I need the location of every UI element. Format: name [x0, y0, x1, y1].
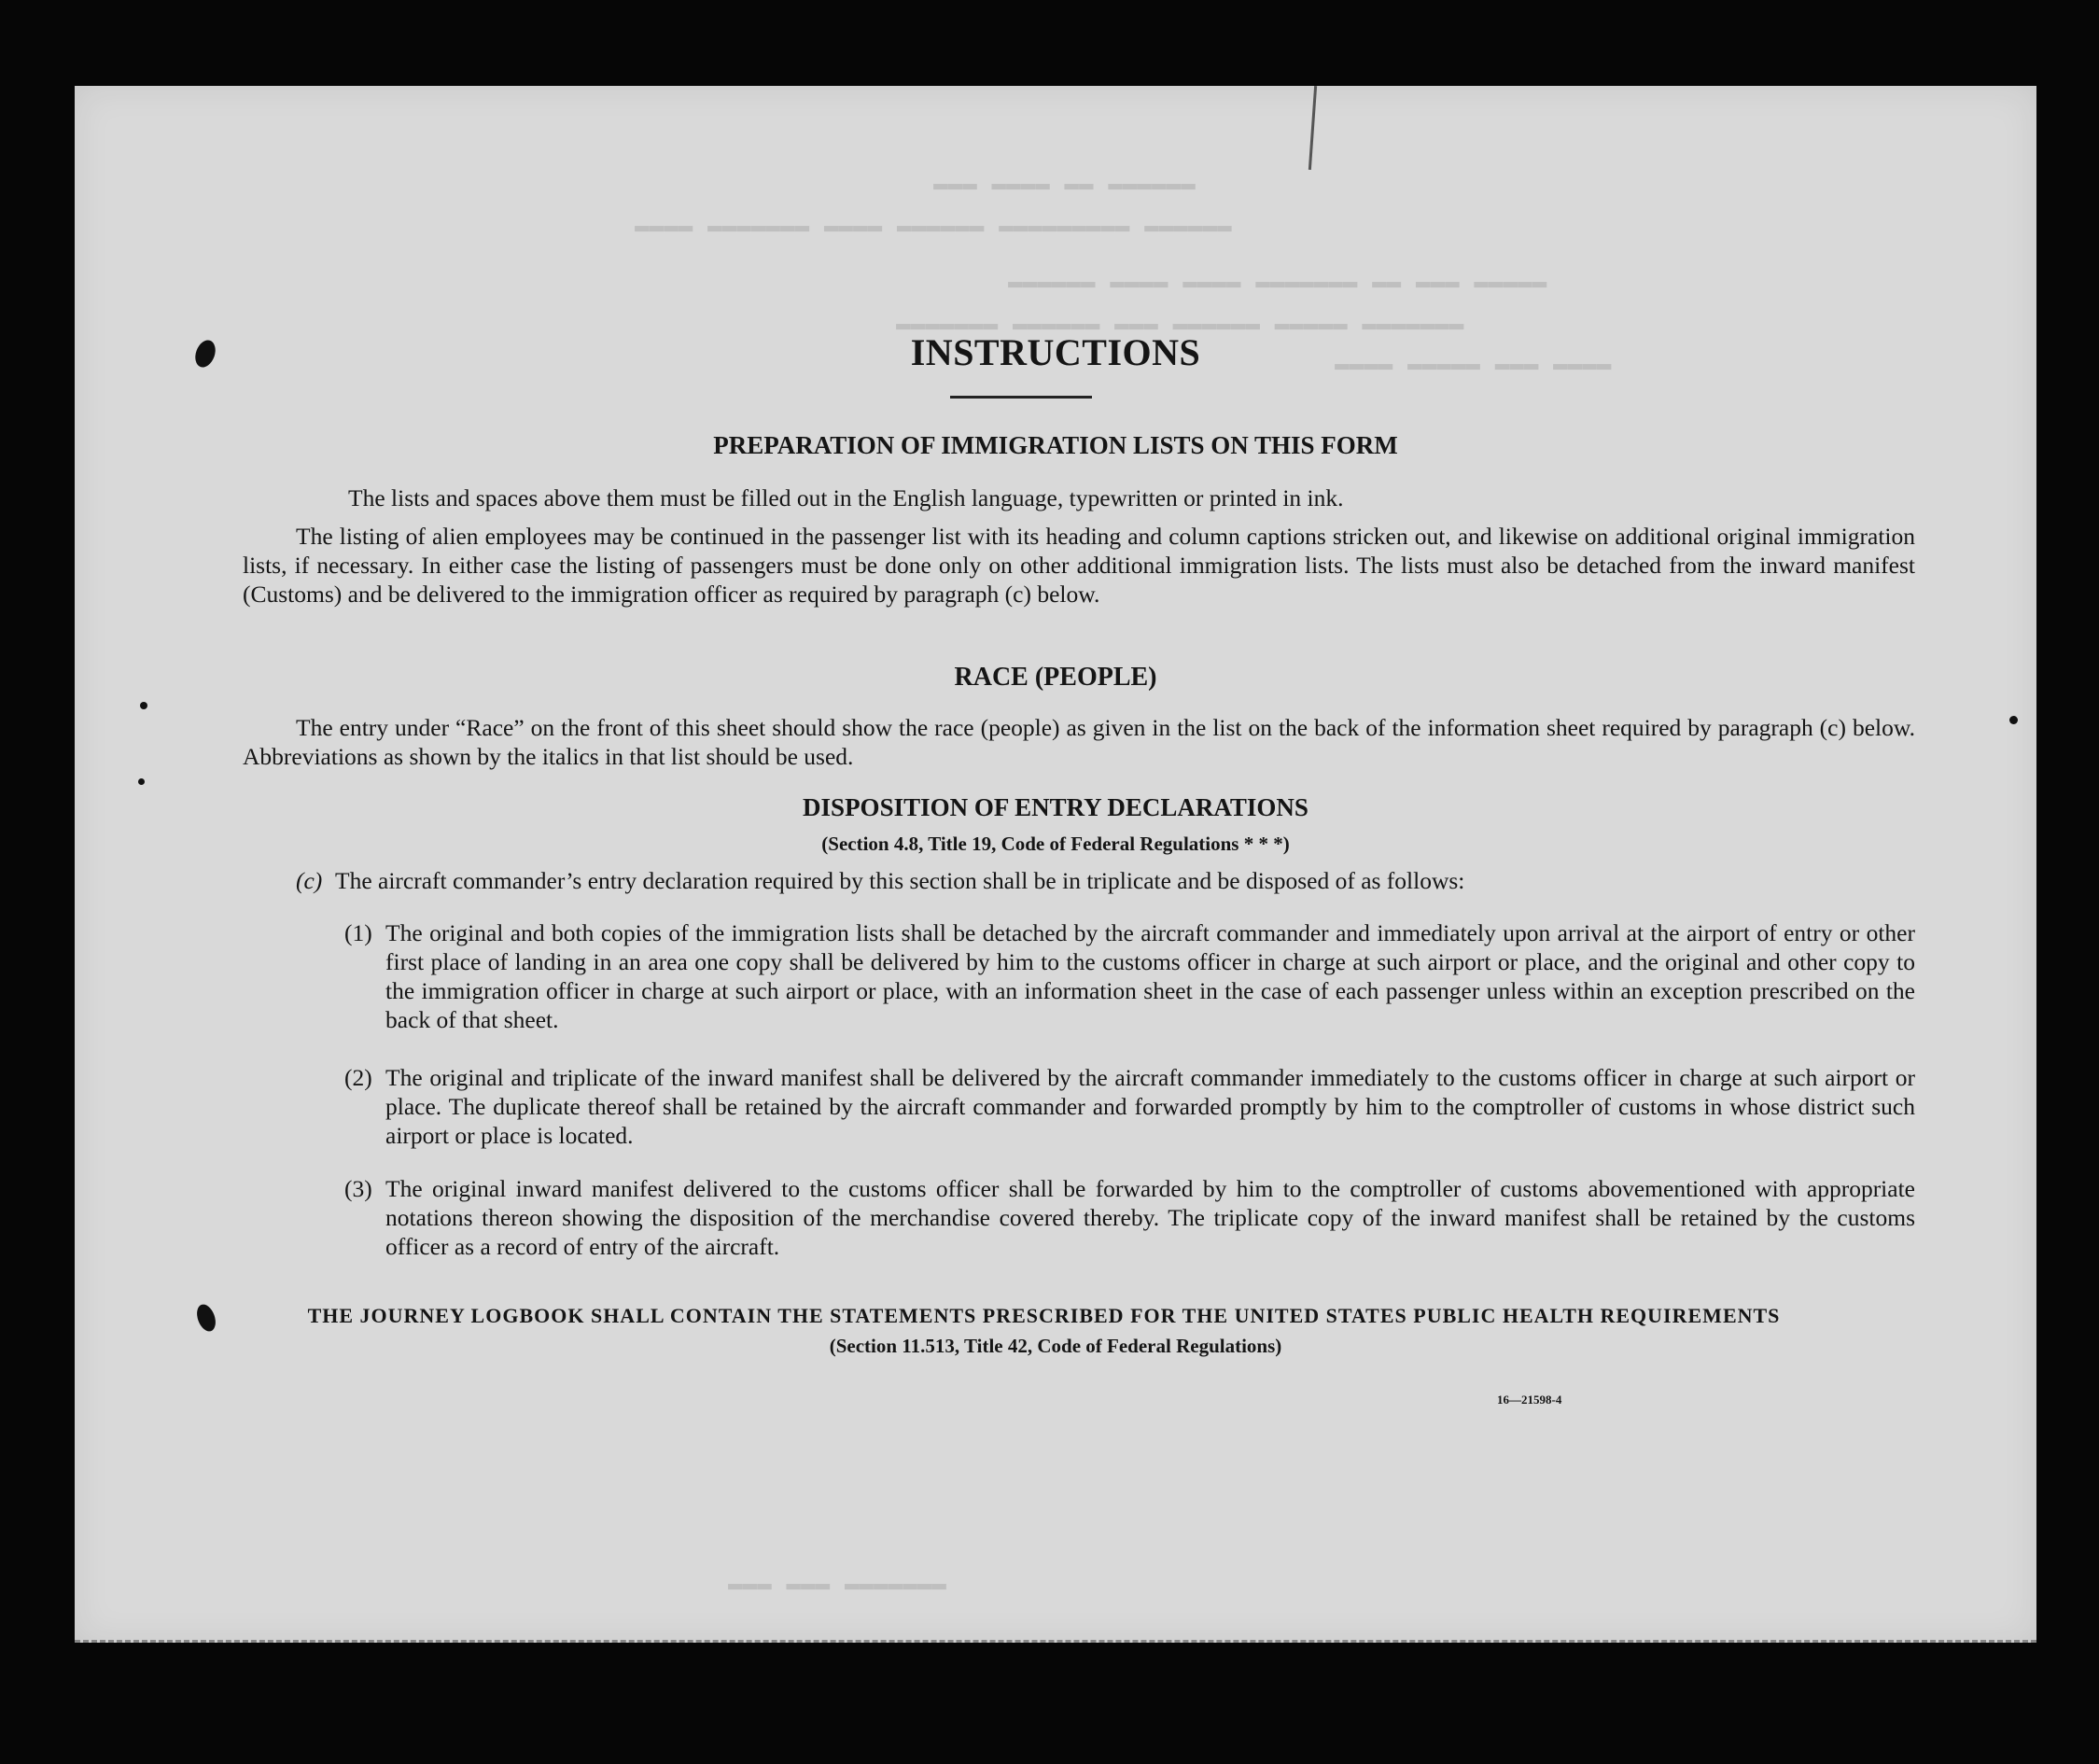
item-number: (3): [344, 1175, 372, 1202]
item-text: The original inward manifest delivered to the customs officer shall be forwarded by him to the comptroller of customs abovementioned with appropriate notations thereon showing the disposition of the merchandise covered thereby. The triplicate copy of the inward manifest shall be retained by the customs officer as a record of entry of the aircraft.: [385, 1175, 1915, 1260]
item-text: The original and triplicate of the inward manifest shall be delivered by the aircraft commander immediately to the customs officer in charge at such airport or place. The duplicate thereof shall be retained by the aircraft commander and forwarded promptly by him to the comptroller of customs in whose district such airport or place is located.: [385, 1064, 1915, 1149]
health-requirements-statement: THE JOURNEY LOGBOOK SHALL CONTAIN THE STATEMENTS PRESCRIBED FOR THE UNITED STATES PUBLIC HEALTH REQUIREMENTS: [307, 1304, 1781, 1327]
paragraph-languages: The lists and spaces above them must be filled out in the English language, typewritten or printed in ink.: [348, 484, 1344, 511]
show-through-text: ▬▬▬▬ ▬▬▬▬▬▬▬ ▬▬▬▬ ▬▬▬▬▬▬ ▬▬▬▬▬▬▬▬▬ ▬▬▬▬▬▬: [635, 212, 1232, 240]
paragraph-text: The aircraft commander’s entry declaration required by this section shall be in triplicate and be disposed of as follows:: [335, 867, 1465, 894]
item-number: (1): [344, 919, 372, 946]
show-through-text: ▬▬▬▬ ▬▬▬▬▬ ▬▬▬ ▬▬▬▬: [1335, 350, 1612, 378]
citation-title-19: (Section 4.8, Title 19, Code of Federal Regulations * * *): [821, 833, 1290, 855]
hole-mark: [138, 778, 145, 785]
section-heading-race: RACE (PEOPLE): [954, 663, 1157, 692]
paragraph-alien-employees: The listing of alien employees may be continued in the passenger list with its heading and column captions stricken out, and likewise on additional original immigration lists, if necessary. In either case the listing of passengers must be done only on other additional immigration lists. The lists must also be detached from the inward manifest (Customs) and be delivered to the immigration officer as required by paragraph (c) below.: [243, 523, 1915, 608]
title-rule: [950, 396, 1092, 399]
show-through-text: ▬▬▬▬▬▬ ▬▬▬▬ ▬▬▬▬ ▬▬▬▬▬▬▬ ▬▬ ▬▬▬ ▬▬▬▬▬: [1008, 268, 1547, 296]
citation-title-42: (Section 11.513, Title 42, Code of Federal Regulations): [829, 1335, 1282, 1357]
hole-mark: [193, 1302, 218, 1334]
section-heading-preparation: PREPARATION OF IMMIGRATION LISTS ON THIS FORM: [713, 431, 1398, 459]
section-heading-disposition: DISPOSITION OF ENTRY DECLARATIONS: [803, 793, 1308, 821]
hole-mark: [2009, 716, 2018, 724]
document-page: [75, 86, 2036, 1643]
show-through-text: ▬▬▬▬▬▬▬ ▬▬▬▬▬▬ ▬▬▬ ▬▬▬▬▬▬ ▬▬▬▬▬ ▬▬▬▬▬▬▬: [896, 310, 1464, 338]
paragraph-label: (c): [296, 867, 323, 894]
show-through-text: ▬▬▬ ▬▬▬▬ ▬▬ ▬▬▬▬▬▬: [933, 170, 1196, 198]
page-title: INSTRUCTIONS: [910, 331, 1201, 373]
paragraph-race: The entry under “Race” on the front of this sheet should show the race (people) as given in the list on the back of the information sheet required by paragraph (c) below. Abbreviations as shown by the italics in that list should be used.: [243, 714, 1915, 770]
form-code: 16—21598-4: [1497, 1393, 1562, 1407]
item-number: (2): [344, 1064, 372, 1091]
item-text: The original and both copies of the immigration lists shall be detached by the aircraft commander and immediately upon arrival at the airport of entry or other first place of landing in an area one copy shall be delivered by him to the customs officer in charge at such airport or place, and the original and other copy to the immigration officer in charge at such airport or place, with an information sheet in the case of each passenger unless within an exception prescribed on the back of that sheet.: [385, 919, 1915, 1033]
perforated-edge: [75, 1640, 2036, 1643]
paper-tear: [1308, 86, 1317, 170]
show-through-text: ▬▬▬ ▬▬▬ ▬▬▬▬▬▬▬: [728, 1570, 947, 1598]
hole-mark: [140, 702, 147, 709]
